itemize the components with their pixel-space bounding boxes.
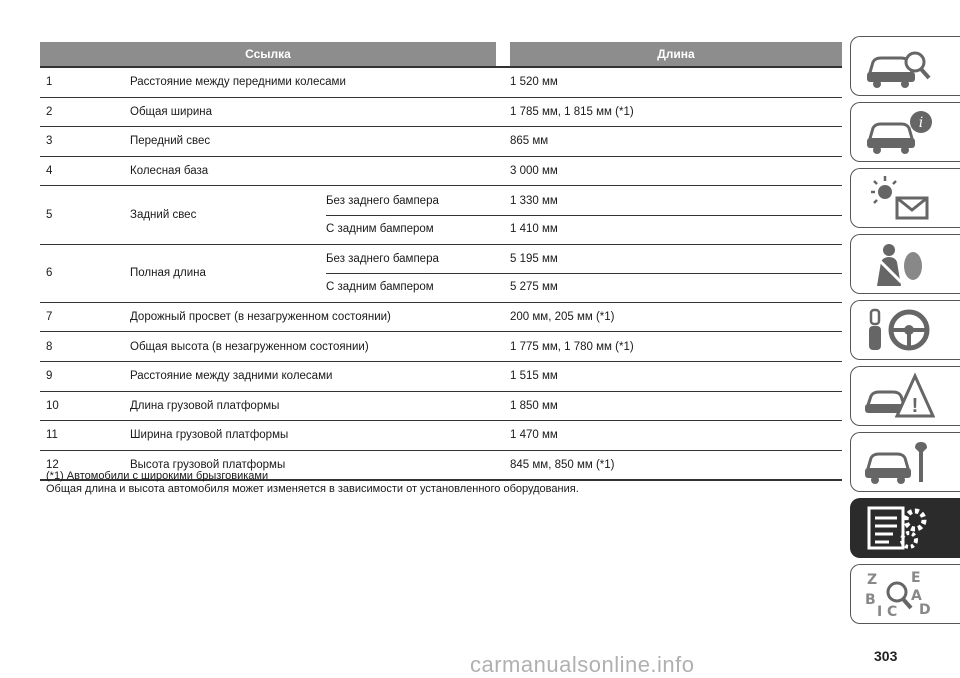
alphabet-index-search-icon — [863, 570, 935, 618]
header-length: Длина — [510, 42, 842, 66]
row-description: Общая высота (в незагруженном состоянии) — [130, 340, 369, 353]
car-search-icon — [863, 42, 935, 90]
row-description: Общая ширина — [130, 105, 213, 118]
svg-text:A: A — [911, 588, 922, 604]
row-description: Длина грузовой платформы — [130, 399, 280, 412]
svg-text:E: E — [911, 570, 921, 586]
specs-gear-icon — [863, 504, 935, 552]
table-row — [40, 303, 842, 333]
tab-index[interactable] — [850, 564, 960, 624]
sub-row-value: 5 275 мм — [510, 281, 558, 294]
svg-text:B: B — [865, 592, 876, 608]
table-row — [40, 362, 842, 392]
tab-maintenance[interactable] — [850, 432, 960, 492]
row-description: Расстояние между передними колесами — [130, 76, 346, 89]
svg-text:D: D — [919, 602, 931, 618]
table-row — [40, 127, 842, 157]
svg-text:!: ! — [911, 395, 919, 417]
row-number: 6 — [46, 267, 53, 280]
tab-car-search[interactable] — [850, 36, 960, 96]
sub-row-label: Без заднего бампера — [326, 194, 439, 207]
row-description: Задний свес — [130, 208, 197, 221]
row-value: 1 470 мм — [510, 429, 558, 442]
row-description: Полная длина — [130, 267, 206, 280]
specs-table — [40, 42, 842, 472]
sub-row — [326, 245, 842, 275]
table-body — [40, 68, 842, 481]
row-value: 865 мм — [510, 135, 549, 148]
table-row — [40, 332, 842, 362]
row-description: Передний свес — [130, 135, 211, 148]
tab-warning-lights[interactable] — [850, 168, 960, 228]
warning-light-message-icon — [863, 174, 935, 222]
tab-safety[interactable] — [850, 234, 960, 294]
watermark: carmanualsonline.info — [470, 652, 695, 677]
row-number: 12 — [46, 459, 59, 472]
row-description: Колесная база — [130, 165, 209, 178]
row-number: 4 — [46, 165, 53, 178]
row-description: Ширина грузовой платформы — [130, 429, 289, 442]
car-wrench-icon — [863, 438, 935, 486]
row-number: 5 — [46, 208, 53, 221]
row-value: 1 785 мм, 1 815 мм (*1) — [510, 105, 634, 118]
row-value: 3 000 мм — [510, 165, 558, 178]
sub-row-value: 5 195 мм — [510, 252, 558, 265]
row-value: 1 515 мм — [510, 370, 558, 383]
row-number: 10 — [46, 399, 59, 412]
row-number: 8 — [46, 340, 53, 353]
table-row — [40, 245, 842, 303]
table-row — [40, 186, 842, 244]
row-number: 1 — [46, 76, 53, 89]
row-value: 1 850 мм — [510, 399, 558, 412]
seatbelt-airbag-icon — [863, 240, 935, 288]
sub-row — [326, 215, 842, 244]
tab-technical-data[interactable] — [850, 498, 960, 558]
row-number: 2 — [46, 105, 53, 118]
sub-row — [326, 273, 842, 302]
car-info-icon — [863, 108, 935, 156]
table-row — [40, 98, 842, 128]
svg-text:i: i — [918, 115, 924, 131]
row-number: 3 — [46, 135, 53, 148]
row-description: Дорожный просвет (в незагруженном состоянии) — [130, 311, 391, 324]
footnote-1: (*1) Автомобили с широкими брызговиками — [46, 470, 269, 482]
footnote-2: Общая длина и высота автомобиля может изменяется в зависимости от установленного оборудования. — [46, 483, 579, 495]
row-description: Высота грузовой платформы — [130, 459, 286, 472]
tab-emergency[interactable] — [850, 366, 960, 426]
sub-row-value: 1 410 мм — [510, 223, 558, 236]
row-value: 1 520 мм — [510, 76, 558, 89]
svg-text:I: I — [877, 604, 883, 618]
key-steering-wheel-icon — [863, 306, 935, 354]
row-number: 9 — [46, 370, 53, 383]
car-warning-triangle-icon — [863, 372, 935, 420]
table-row — [40, 392, 842, 422]
table-row — [40, 68, 842, 98]
svg-text:C: C — [887, 604, 898, 618]
tab-driving[interactable] — [850, 300, 960, 360]
sub-row-label: Без заднего бампера — [326, 252, 439, 265]
footnotes — [46, 470, 579, 496]
svg-text:Z: Z — [867, 572, 878, 588]
row-number: 7 — [46, 311, 53, 324]
sub-row-label: С задним бампером — [326, 281, 434, 294]
row-value: 200 мм, 205 мм (*1) — [510, 311, 615, 324]
row-number: 11 — [46, 429, 58, 442]
sub-row — [326, 186, 842, 216]
row-description: Расстояние между задними колесами — [130, 370, 333, 383]
sub-row-label: С задним бампером — [326, 223, 434, 236]
sub-row-value: 1 330 мм — [510, 194, 558, 207]
tab-car-info[interactable] — [850, 102, 960, 162]
table-row — [40, 421, 842, 451]
page-number: 303 — [874, 648, 898, 664]
row-value: 845 мм, 850 мм (*1) — [510, 459, 615, 472]
header-ref: Ссылка — [40, 42, 496, 66]
row-value: 1 775 мм, 1 780 мм (*1) — [510, 340, 634, 353]
table-header — [40, 42, 842, 66]
table-row — [40, 157, 842, 187]
